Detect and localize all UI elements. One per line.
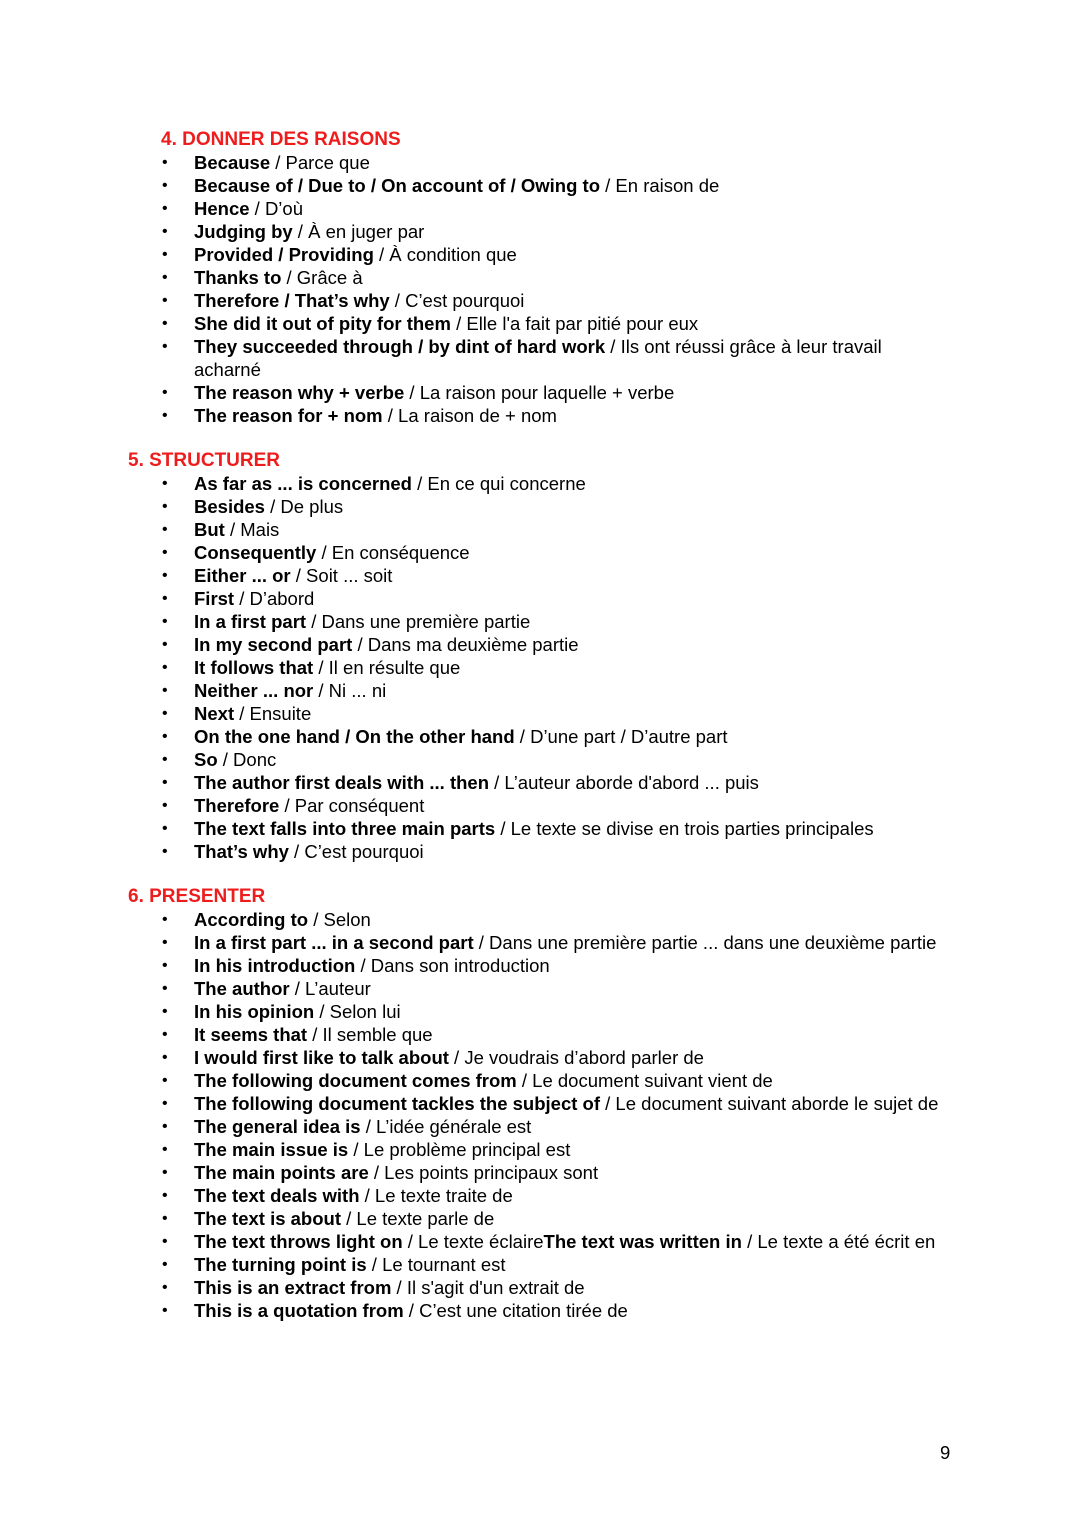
english-phrase: That’s why <box>194 841 289 862</box>
list-item <box>194 472 946 495</box>
english-phrase: So <box>194 749 218 770</box>
french-translation: / Il semble que <box>307 1024 433 1045</box>
english-phrase: She did it out of pity for them <box>194 313 451 334</box>
list-item <box>194 174 946 197</box>
french-translation: / L’auteur aborde d'abord ... puis <box>489 772 759 793</box>
list-item <box>194 1092 946 1115</box>
english-phrase: I would first like to talk about <box>194 1047 449 1068</box>
french-translation: / En conséquence <box>316 542 470 563</box>
list-item <box>194 725 946 748</box>
french-translation: / À en juger par <box>292 221 425 242</box>
french-translation: / Dans une première partie ... dans une deuxième partie <box>473 932 937 953</box>
list-item <box>194 610 946 633</box>
english-phrase: The text is about <box>194 1208 341 1229</box>
french-translation: / Elle l'a fait par pitié pour eux <box>450 313 699 334</box>
english-phrase: In his opinion <box>194 1001 315 1022</box>
list-item <box>194 381 946 404</box>
list-item <box>194 1276 946 1299</box>
english-phrase: As far as ... is concerned <box>194 473 412 494</box>
list-item <box>194 266 946 289</box>
english-phrase: Hence <box>194 198 250 219</box>
list-item <box>194 1023 946 1046</box>
french-translation: / Il en résulte que <box>313 657 461 678</box>
list-item <box>194 1253 946 1276</box>
french-translation: / Il s'agit d'un extrait de <box>391 1277 585 1298</box>
list-item <box>194 771 946 794</box>
french-translation: / Le document suivant aborde le sujet de <box>600 1093 939 1114</box>
french-translation: / Le tournant est <box>366 1254 506 1275</box>
french-translation: / Le texte parle de <box>341 1208 495 1229</box>
list-item <box>194 1115 946 1138</box>
english-phrase: On the one hand / On the other hand <box>194 726 515 747</box>
french-translation: / Je voudrais d’abord parler de <box>448 1047 704 1068</box>
english-phrase: The main points are <box>194 1162 369 1183</box>
french-translation: / Soit ... soit <box>290 565 393 586</box>
english-phrase: Provided / Providing <box>194 244 374 265</box>
list-item <box>194 289 946 312</box>
english-phrase: The text was written in <box>543 1231 742 1252</box>
french-translation: / Parce que <box>270 152 370 173</box>
french-translation: / Ni ... ni <box>313 680 387 701</box>
english-phrase: Consequently <box>194 542 317 563</box>
english-phrase: The following document comes from <box>194 1070 517 1091</box>
list-item <box>194 564 946 587</box>
english-phrase: This is an extract from <box>194 1277 392 1298</box>
list-item <box>194 1046 946 1069</box>
list-item <box>194 197 946 220</box>
list-item <box>194 1161 946 1184</box>
french-translation: / L’idée générale est <box>360 1116 532 1137</box>
english-phrase: The author first deals with ... then <box>194 772 489 793</box>
english-phrase: The following document tackles the subject of <box>194 1093 601 1114</box>
english-phrase: It seems that <box>194 1024 308 1045</box>
french-translation: / En raison de <box>600 175 720 196</box>
english-phrase: Because of / Due to / On account of / Owing to <box>194 175 600 196</box>
french-translation: / C’est une citation tirée de <box>403 1300 628 1321</box>
list-item <box>194 151 946 174</box>
list-item <box>194 656 946 679</box>
english-phrase: The reason why + verbe <box>194 382 405 403</box>
french-translation: / Ensuite <box>234 703 312 724</box>
french-translation: / Le problème principal est <box>348 1139 571 1160</box>
list-item <box>194 817 946 840</box>
list-item <box>194 633 946 656</box>
list-item <box>194 1138 946 1161</box>
english-phrase: The text falls into three main parts <box>194 818 496 839</box>
english-phrase: The text throws light on <box>194 1231 403 1252</box>
french-translation: / De plus <box>264 496 344 517</box>
french-translation: / D’abord <box>234 588 315 609</box>
list-item <box>194 495 946 518</box>
section-heading: 6. PRESENTER <box>128 886 266 907</box>
list-item <box>194 1299 946 1322</box>
english-phrase: In my second part <box>194 634 353 655</box>
section-heading: 5. STRUCTURER <box>128 450 281 471</box>
english-phrase: First <box>194 588 235 609</box>
list-item <box>194 518 946 541</box>
list-item <box>194 954 946 977</box>
english-phrase: They succeeded through / by dint of hard work <box>194 336 606 357</box>
french-translation: / À condition que <box>373 244 517 265</box>
english-phrase: In a first part ... in a second part <box>194 932 474 953</box>
french-translation: / Dans son introduction <box>355 955 550 976</box>
list-item <box>194 1207 946 1230</box>
french-translation: / Le texte éclaire <box>402 1231 544 1252</box>
french-translation: / La raison pour laquelle + verbe <box>404 382 675 403</box>
list-item <box>194 702 946 725</box>
list-item <box>194 1230 946 1253</box>
list-item <box>194 840 946 863</box>
phrase-list <box>194 472 946 863</box>
list-item <box>194 541 946 564</box>
french-translation: / Par conséquent <box>279 795 425 816</box>
section-heading: 4. DONNER DES RAISONS <box>161 129 401 150</box>
french-translation: / Dans une première partie <box>306 611 531 632</box>
english-phrase: Besides <box>194 496 265 517</box>
english-phrase: Because <box>194 152 271 173</box>
english-phrase: But <box>194 519 225 540</box>
list-item <box>194 587 946 610</box>
english-phrase: Either ... or <box>194 565 291 586</box>
list-item <box>194 908 946 931</box>
french-translation: / Ils ont réussi grâce à leur travail acharné <box>194 336 882 380</box>
english-phrase: Next <box>194 703 235 724</box>
english-phrase: Judging by <box>194 221 293 242</box>
english-phrase: Therefore <box>194 795 280 816</box>
list-item <box>194 312 946 335</box>
english-phrase: In his introduction <box>194 955 356 976</box>
french-translation: / Le texte a été écrit en <box>741 1231 936 1252</box>
french-translation: / L’auteur <box>289 978 371 999</box>
list-item <box>194 794 946 817</box>
english-phrase: The reason for + nom <box>194 405 383 426</box>
english-phrase: Neither ... nor <box>194 680 314 701</box>
list-item <box>194 931 946 954</box>
phrase-list <box>194 908 946 1322</box>
english-phrase: The general idea is <box>194 1116 361 1137</box>
english-phrase: The turning point is <box>194 1254 367 1275</box>
list-item <box>194 1000 946 1023</box>
french-translation: / Le document suivant vient de <box>516 1070 773 1091</box>
phrase-list <box>194 151 946 427</box>
french-translation: / Donc <box>217 749 277 770</box>
english-phrase: This is a quotation from <box>194 1300 404 1321</box>
english-phrase: The author <box>194 978 290 999</box>
french-translation: / Selon lui <box>314 1001 401 1022</box>
french-translation: / Mais <box>224 519 280 540</box>
list-item <box>194 977 946 1000</box>
list-item <box>194 1069 946 1092</box>
french-translation: / En ce qui concerne <box>411 473 586 494</box>
french-translation: / Les points principaux sont <box>368 1162 599 1183</box>
french-translation: / Dans ma deuxième partie <box>352 634 579 655</box>
french-translation: / D’une part / D’autre part <box>514 726 728 747</box>
english-phrase: In a first part <box>194 611 307 632</box>
french-translation: / Le texte se divise en trois parties principales <box>495 818 874 839</box>
french-translation: / Grâce à <box>281 267 363 288</box>
english-phrase: Therefore / That’s why <box>194 290 390 311</box>
french-translation: / La raison de + nom <box>382 405 557 426</box>
english-phrase: The main issue is <box>194 1139 349 1160</box>
french-translation: / C’est pourquoi <box>389 290 525 311</box>
french-translation: / Le texte traite de <box>359 1185 513 1206</box>
list-item <box>194 679 946 702</box>
french-translation: / D’où <box>249 198 303 219</box>
french-translation: / Selon <box>308 909 371 930</box>
english-phrase: It follows that <box>194 657 314 678</box>
list-item <box>194 1184 946 1207</box>
list-item <box>194 404 946 427</box>
english-phrase: According to <box>194 909 309 930</box>
english-phrase: The text deals with <box>194 1185 360 1206</box>
english-phrase: Thanks to <box>194 267 282 288</box>
list-item <box>194 335 946 381</box>
list-item <box>194 243 946 266</box>
list-item <box>194 220 946 243</box>
page-number: 9 <box>940 1442 951 1463</box>
french-translation: / C’est pourquoi <box>288 841 424 862</box>
list-item <box>194 748 946 771</box>
